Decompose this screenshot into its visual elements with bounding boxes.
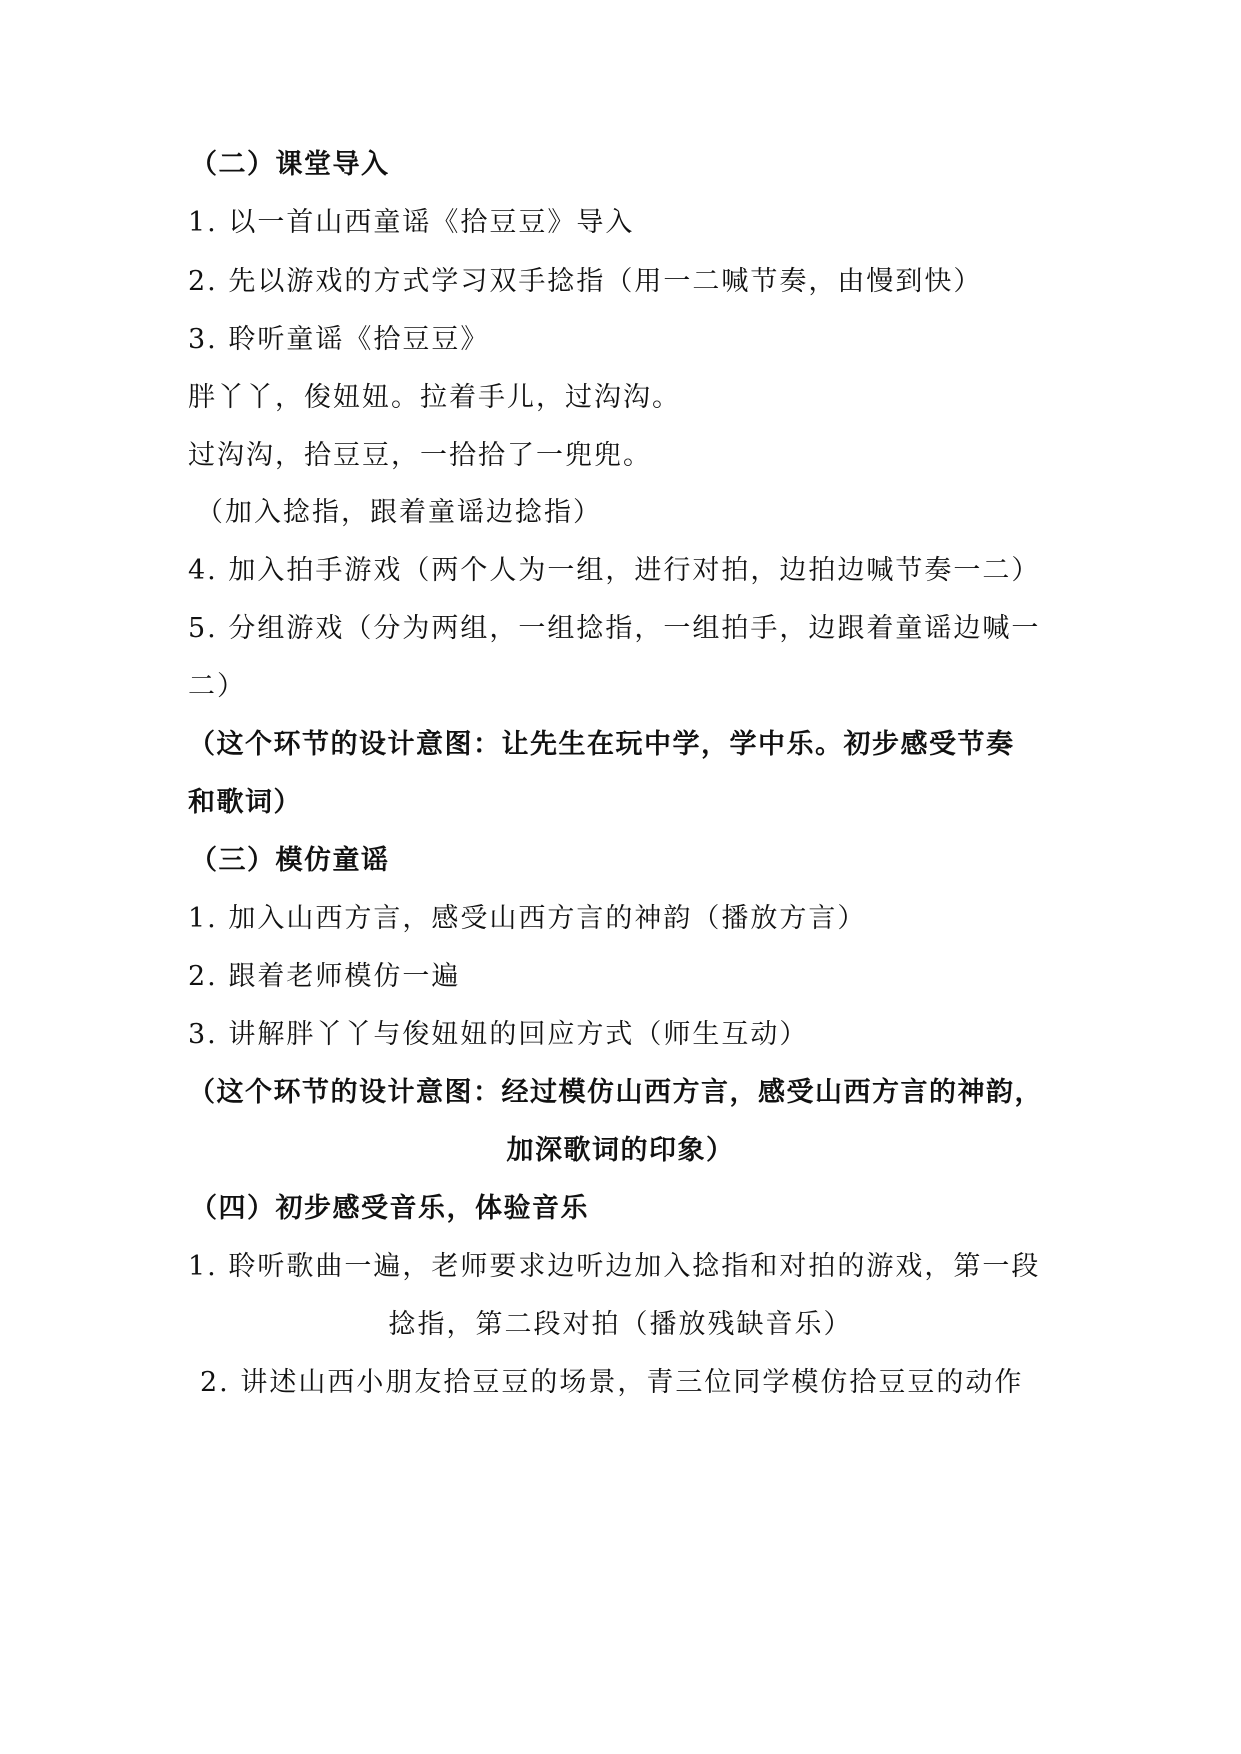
list-item-1-continued: 捻指，第二段对拍（播放残缺音乐） — [388, 1309, 853, 1340]
design-intent-1: （这个环节的设计意图：让先生在玩中学，学中乐。初步感受节奏 — [188, 729, 1015, 760]
activity-note: （加入捻指，跟着童谣边捻指） — [196, 497, 602, 528]
list-item-2: 2. 讲述山西小朋友拾豆豆的场景，青三位同学模仿拾豆豆的动作 — [200, 1367, 1024, 1398]
list-item-1: 1. 以一首山西童谣《拾豆豆》导入 — [188, 207, 635, 238]
design-intent-2-continued: 加深歌词的印象） — [506, 1135, 735, 1166]
design-intent-2: （这个环节的设计意图：经过模仿山西方言，感受山西方言的神韵， — [188, 1077, 1043, 1108]
section-heading-imitate: （三）模仿童谣 — [190, 845, 390, 876]
section-heading-experience-music: （四）初步感受音乐，体验音乐 — [190, 1193, 589, 1224]
list-item-5: 5. 分组游戏（分为两组，一组捻指，一组拍手，边跟着童谣边喊一 — [188, 613, 1041, 644]
list-item-2: 2. 跟着老师模仿一遍 — [188, 961, 461, 992]
list-item-5-continued: 二） — [188, 671, 246, 702]
list-item-1: 1. 聆听歌曲一遍，老师要求边听边加入捻指和对拍的游戏，第一段 — [188, 1251, 1041, 1282]
list-item-3: 3. 讲解胖丫丫与俊妞妞的回应方式（师生互动） — [188, 1019, 809, 1050]
list-item-4: 4. 加入拍手游戏（两个人为一组，进行对拍，边拍边喊节奏一二） — [188, 555, 1041, 586]
list-item-3: 3. 聆听童谣《拾豆豆》 — [188, 324, 490, 355]
lyric-line-1: 胖丫丫，俊妞妞。拉着手儿，过沟沟。 — [188, 382, 681, 413]
lyric-line-2: 过沟沟，拾豆豆，一拾拾了一兜兜。 — [188, 440, 652, 471]
section-heading-classroom-intro: （二）课堂导入 — [190, 149, 390, 180]
list-item-1: 1. 加入山西方言，感受山西方言的神韵（播放方言） — [188, 903, 867, 934]
design-intent-1-continued: 和歌词） — [188, 787, 302, 818]
list-item-2: 2. 先以游戏的方式学习双手捻指（用一二喊节奏，由慢到快） — [188, 266, 983, 297]
